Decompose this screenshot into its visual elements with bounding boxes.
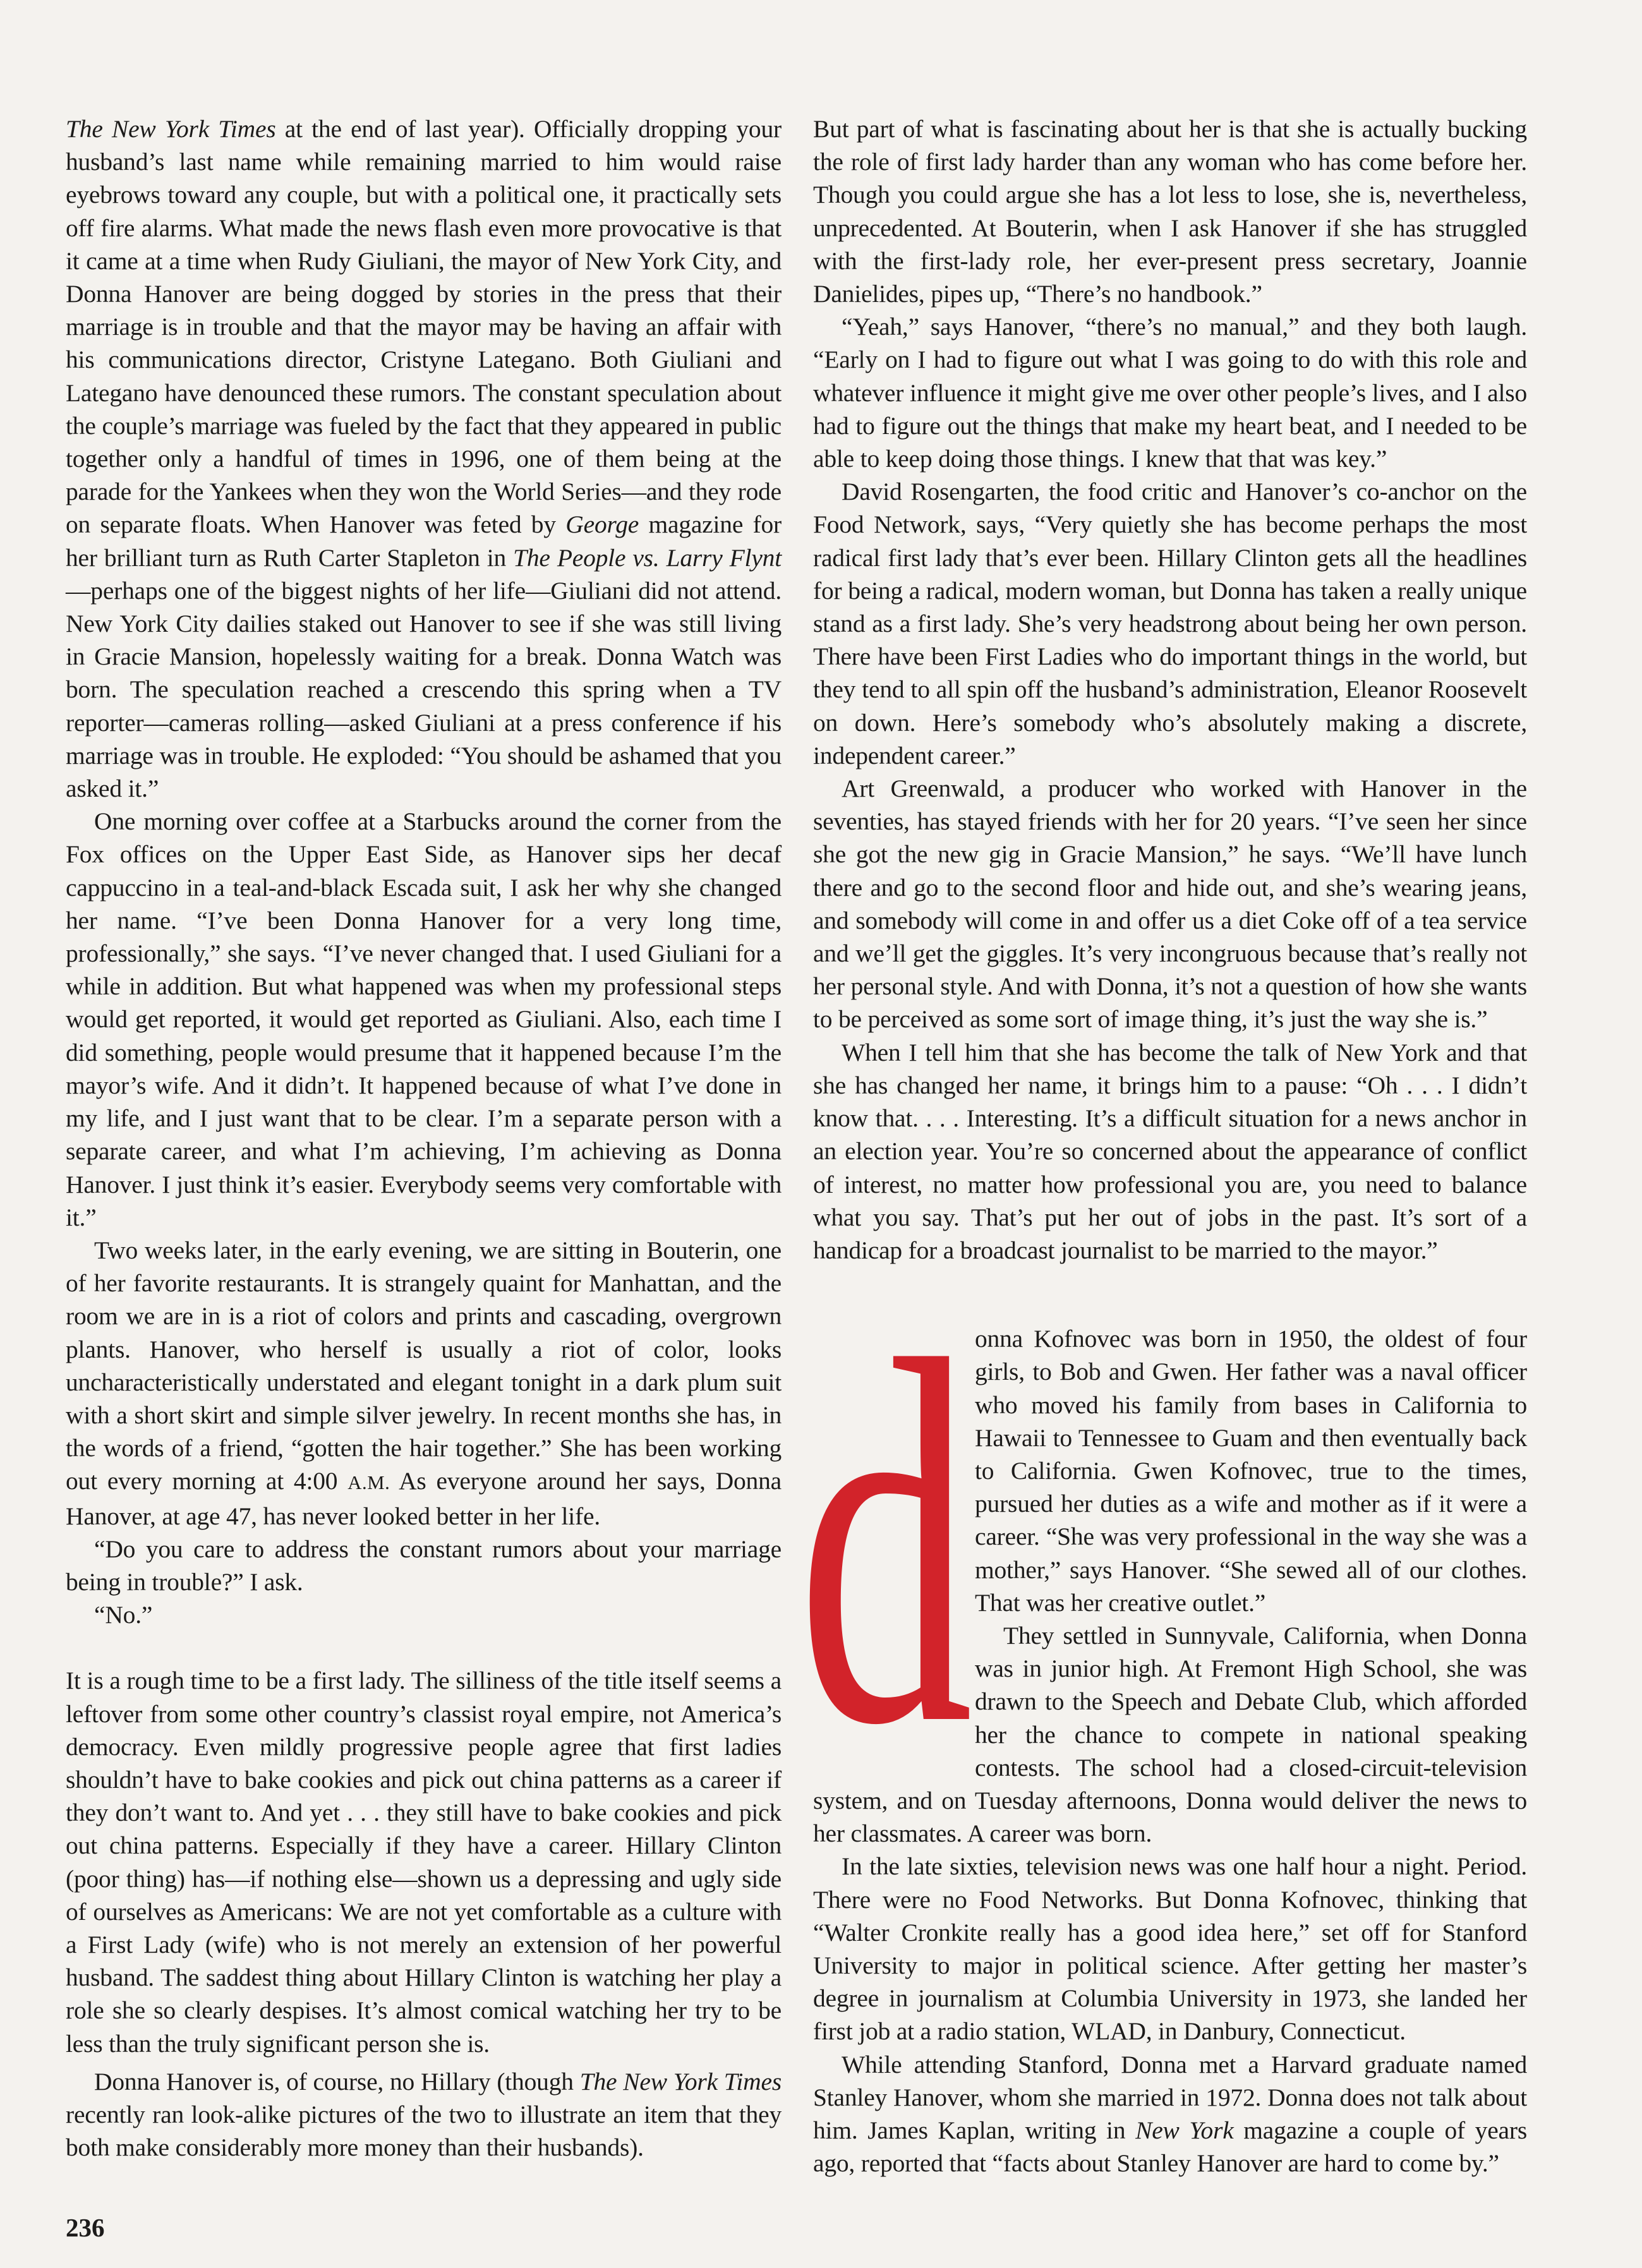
- text-run: While attending Stanford, Donna met a Harvard graduate named Stanley Hanover, whom she married in 1972. Donna does not talk about him. James Kaplan, writing in: [813, 2050, 1527, 2144]
- paragraph: [66, 2065, 782, 2164]
- paragraph: But part of what is fascinating about her is that she is actually bucking the role of first lady harder than any woman who has come before her. Though you could argue she has a lot less to lose, she is, nevertheless, unprecedented. At Bouterin, when I ask Hanover if she has struggled with the first-lady role, her ever-present press secretary, Joannie Danielides, pipes up, “There’s no handbook.”: [813, 115, 1527, 308]
- drop-cap-letter: d: [797, 1253, 974, 1833]
- paragraph: [66, 1234, 782, 1533]
- text-run: magazine a couple of years ago, reported that “facts about Stanley Hanover are hard to come by.”: [813, 2116, 1528, 2178]
- paragraph: One morning over coffee at a Starbucks around the corner from the Fox offices on the Upper East Side, as Hanover sips her decaf cappuccino in a teal-and-black Escada suit, I ask her why she changed her name. “I’ve been Donna Hanover for a very long time, professionally,” she says. “I’ve never changed that. I used Giuliani for a while in addition. But what happened was when my professional steps would get reported, it would get reported as Giuliani. Also, each time I did something, people would presume that it happened because I’m the mayor’s wife. And it didn’t. It happened because of what I’ve done in my life, and I just want that to be clear. I’m a separate person with a separate career, and what I’m achieving, I’m achieving as Donna Hanover. I just think it’s easier. Everybody seems very comfortable with it.”: [66, 807, 782, 1231]
- paragraph: [813, 2048, 1527, 2180]
- text-run: recently ran look-alike pictures of the two to illustrate an item that they both make considerably more money than their husbands).: [66, 2100, 782, 2162]
- paragraph: David Rosengarten, the food critic and Hanover’s co-anchor on the Food Network, says, “Very quietly she has become perhaps the most radical first lady that’s ever been. Hillary Clinton gets all the headlines for being a radical, modern woman, but Donna has taken a really unique stand as a first lady. She’s very headstrong about being her own person. There have been First Ladies who do important things in the world, but they tend to all spin off the husband’s administration, Eleanor Roosevelt on down. Here’s somebody who’s absolutely making a discrete, independent career.”: [813, 478, 1527, 769]
- section-opening-paragraph: It is a rough time to be a first lady. The silliness of the title itself seems a leftover from some other country’s classist royal empire, not America’s democracy. Even mildly progressive people agree that first ladies shouldn’t have to bake cookies and pick out china patterns as a career if they don’t want to. And yet . . . they still have to bake cookies and pick out china patterns. Especially if they have a career. Hillary Clinton (poor thing) has—if nothing else—shown us a depressing and ugly side of ourselves as Americans: We are not yet comfortable as a culture with a First Lady (wife) who is not merely an extension of her powerful husband. The saddest thing about Hillary Clinton is watching her play a role she so clearly despises. It’s almost comical watching her try to be less than the truly significant person she is.: [66, 1667, 782, 2058]
- paragraph: “Yeah,” says Hanover, “there’s no manual,” and they both laugh. “Early on I had to figure out what I was going to do with this role and whatever influence it might give me over other people’s lives, and I also had to figure out the things that make my heart beat, and I needed to be able to keep doing those things. I knew that that was key.”: [813, 313, 1527, 473]
- paragraph: “No.”: [94, 1601, 153, 1629]
- text-run: —perhaps one of the biggest nights of her life—Giuliani did not attend. New York City dailies staked out Hanover to see if she was still living in Gracie Mansion, hopelessly waiting for a break. Donna Watch was born. The speculation reached a crescendo this spring when a TV reporter—cameras rolling—asked Giuliani at a press conference if his marriage was in trouble. He exploded: “You should be ashamed that you asked it.”: [66, 576, 782, 803]
- paragraph: onna Kofnovec was born in 1950, the oldest of four girls, to Bob and Gwen. Her father was a naval officer who moved his family from bases in California to Hawaii to Tennessee to Guam and then eventually back to California. Gwen Kofnovec, true to the times, pursued her duties as a wife and mother as if it were a career. “She was very professional in the way she was a mother,” says Hanover. “She sewed all of our clothes. That was her creative outlet.”: [975, 1325, 1527, 1617]
- italic-title: The New York Times: [579, 2067, 782, 2096]
- text-run: magazine for her brilliant turn as Ruth Carter Stapleton in: [66, 510, 782, 572]
- text-run: Donna Hanover is, of course, no Hillary (though: [94, 2067, 580, 2096]
- paragraph: They settled in Sunnyvale, California, when Donna was in junior high. At Fremont High School, she was drawn to the Speech and Debate Club, which afforded her the chance to compete in national speaking contests. The school had a closed-circuit-television system, and on Tuesday afternoons, Donna would deliver the news to her classmates. A career was born.: [813, 1621, 1527, 1848]
- text-run: Two weeks later, in the early evening, we are sitting in Bouterin, one of her favorite restaurants. It is strangely quaint for Manhattan, and the room we are in is a riot of colors and prints and cascading, overgrown plants. Hanover, who herself is usually a riot of color, looks uncharacteristically understated and elegant tonight in a dark plum suit with a short skirt and simple silver jewelry. In recent months she has, in the words of a friend, “gotten the hair together.” She has been working out every morning at 4:00: [66, 1236, 782, 1495]
- italic-title: New York: [1135, 2116, 1234, 2144]
- section-opening: [797, 1253, 1528, 2180]
- italic-title: George: [565, 510, 639, 539]
- paragraph: In the late sixties, television news was one half hour a night. Period. There were no Food Networks. But Donna Kofnovec, thinking that “Walter Cronkite really has a good idea here,” set off for Stanford University to major in political science. After getting her master’s degree in journalism at Columbia University in 1973, she landed her first job at a radio station, WLAD, in Danbury, Connecticut.: [813, 1852, 1527, 2046]
- page-number: 236: [66, 2213, 105, 2242]
- italic-title: The New York Times: [66, 115, 276, 143]
- left-column: [66, 112, 782, 2164]
- text-run: As everyone around her says, Donna Hanover, at age 47, has never looked better in her life.: [66, 1467, 782, 1530]
- text-run: at the end of last year). Officially dropping your husband’s last name while remaining married to him would raise eyebrows toward any couple, but with a political one, it practically sets off fire alarms. What made the news flash even more provocative is that it came at a time when Rudy Giuliani, the mayor of New York City, and Donna Hanover are being dogged by stories in the press that their marriage is in trouble and that the mayor may be having an affair with his communications director, Cristyne Lategano. Both Giuliani and Lategano have denounced these rumors. The constant speculation about the couple’s marriage was fueled by the fact that they appeared in public together only a handful of times in 1996, one of them being at the parade for the Yankees when they won the World Series—and they rode on separate floats. When Hanover was feted by: [66, 115, 782, 539]
- paragraph: Art Greenwald, a producer who worked with Hanover in the seventies, has stayed friends with her for 20 years. “I’ve seen her since she got the new gig in Gracie Mansion,” he says. “We’ll have lunch there and go to the second floor and hide out, and she’s wearing jeans, and somebody will come in and offer us a diet Coke off of a tea service and we’ll get the giggles. It’s very incongruous because that’s really not her personal style. And with Donna, it’s not a question of how she wants to be perceived as some sort of image thing, it’s just the way she is.”: [813, 775, 1527, 1034]
- right-column: [797, 112, 1528, 2180]
- paragraph: “Do you care to address the constant rumors about your marriage being in trouble?” I ask.: [66, 1535, 782, 1596]
- paragraph: [66, 112, 782, 805]
- small-caps: A.M.: [347, 1472, 390, 1494]
- paragraph: When I tell him that she has become the talk of New York and that she has changed her name, it brings him to a pause: “Oh . . . I didn’t know that. . . . Interesting. It’s a difficult situation for a news anchor in an election year. You’re so concerned about the appearance of conflict of interest, no matter how professional you are, you need to balance what you say. That’s put her out of jobs in the past. It’s sort of a handicap for a broadcast journalist to be married to the mayor.”: [813, 1038, 1527, 1264]
- drop-cap-d: [797, 1253, 974, 1833]
- italic-title: The People vs. Larry Flynt: [513, 543, 782, 572]
